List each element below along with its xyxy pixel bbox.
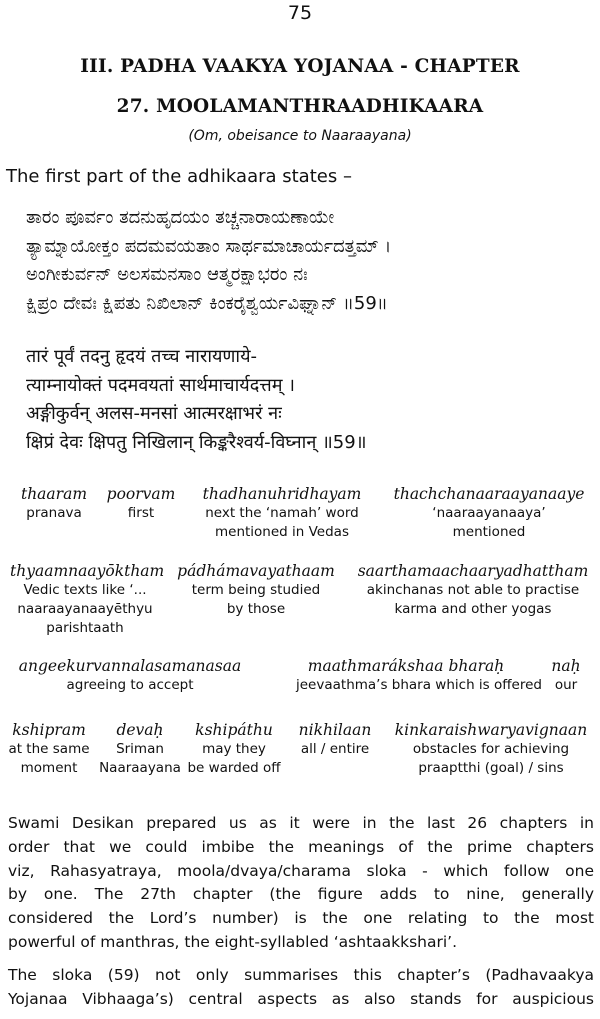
paragraph-line: powerful of manthras, the eight-syllabled ‘ashtaakkshari’.: [8, 932, 458, 951]
gloss-word: thadhanuhridhayam: [202, 485, 362, 503]
gloss-word: nikhilaan: [298, 721, 372, 739]
gloss-entry: [168, 561, 344, 619]
gloss-entry: [98, 720, 182, 778]
paragraph-line: considered the Lord’s number) is the one relating to the most: [8, 909, 594, 928]
invocation: (Om, obeisance to Naaraayana): [188, 128, 412, 144]
verse-line: ತಾರಂ ಪೂರ್ವಂ ತದನುಹೃದಯಂ ತಚ್ಚನಾರಾಯಣಾಯೇ: [26, 207, 335, 228]
gloss-word: saarthamaachaaryadhattham: [357, 562, 589, 580]
gloss-meaning: mentioned: [452, 524, 526, 540]
verse-line: क्षिप्रं देवः क्षिपतु निखिलान् किङ्करैश्वर्य-विघ्नान् ॥59॥: [26, 431, 367, 453]
gloss-entry: [296, 656, 542, 695]
gloss-word: pádhámavayathaam: [177, 562, 335, 580]
gloss-word: thaaram: [20, 485, 88, 503]
verse-devanagari: [26, 343, 367, 457]
verse-line: तारं पूर्वं तदनु हृदयं तच्च नारायणाये-: [26, 346, 258, 367]
gloss-word: thachchanaaraayanaaye: [393, 485, 585, 503]
gloss-meaning: term being studied: [191, 582, 321, 598]
gloss-word: naḥ: [551, 657, 581, 675]
verse-kannada: [26, 204, 391, 318]
gloss-entry: [384, 484, 594, 542]
gloss-word: thyaamnaayōktham: [10, 562, 165, 580]
gloss-meaning: naaraayanaayēthyu: [17, 601, 153, 617]
gloss-entry: [10, 561, 165, 638]
gloss-meaning: at the same: [8, 741, 90, 757]
gloss-word: kinkaraishwaryavignaan: [394, 721, 588, 739]
gloss-entry: [8, 656, 252, 695]
chapter-heading: III. PADHA VAAKYA YOJANAA - CHAPTER: [80, 56, 520, 77]
gloss-meaning: praaptthi (goal) / sins: [418, 760, 564, 776]
gloss-meaning: our: [554, 677, 578, 693]
gloss-meaning: Vedic texts like ‘...: [23, 582, 147, 598]
gloss-entry: [388, 720, 594, 778]
gloss-meaning: Naaraayana: [99, 760, 181, 776]
paragraph-line: order that we could imbibe the meanings of the prime chapters: [8, 837, 594, 856]
gloss-meaning: agreeing to accept: [66, 677, 194, 693]
gloss-meaning: mentioned in Vedas: [214, 524, 349, 540]
gloss-meaning: parishtaath: [46, 620, 124, 636]
intro-line: The first part of the adhikaara states –: [6, 166, 352, 187]
gloss-meaning: first: [127, 505, 155, 521]
gloss-meaning: Sriman: [116, 741, 164, 757]
gloss-entry: [352, 561, 594, 619]
gloss-meaning: all / entire: [300, 741, 370, 757]
gloss-word: kshipram: [12, 721, 86, 739]
paragraph-line: The sloka (59) not only summarises this chapter’s (Padhavaakya: [8, 966, 594, 984]
gloss-meaning: jeevaathma’s bhara which is offered: [296, 677, 542, 693]
gloss-meaning: pranava: [26, 505, 82, 521]
gloss-meaning: be warded off: [187, 760, 281, 776]
paragraph-1: [8, 812, 594, 955]
gloss-entry: [2, 720, 96, 778]
gloss-entry: [184, 720, 284, 778]
gloss-entry: [98, 484, 184, 523]
gloss-word: kshipáthu: [195, 721, 273, 739]
verse-line: अङ्गीकुर्वन् अलस-मनसां आत्मरक्षाभरं नः: [26, 403, 282, 424]
gloss-word: devaḥ: [116, 721, 164, 739]
paragraph-line: Swami Desikan prepared us as it were in the last 26 chapters in: [8, 814, 594, 832]
gloss-word: angeekurvannalasamanasaa: [18, 657, 242, 675]
gloss-meaning: ‘naaraayanaaya’: [432, 505, 546, 521]
paragraph-line: Yojanaa Vibhaaga’s) central aspects as also stands for auspicious: [8, 989, 594, 1008]
gloss-meaning: may they: [202, 741, 266, 757]
gloss-word: poorvam: [106, 485, 176, 503]
gloss-meaning: karma and other yogas: [394, 601, 552, 617]
gloss-meaning: akinchanas not able to practise: [366, 582, 580, 598]
paragraph-line: by one. The 27th chapter (the figure adds to nine, generally: [8, 885, 594, 904]
paragraph-2: [8, 964, 594, 1012]
gloss-entry: [286, 720, 384, 759]
gloss-meaning: moment: [20, 760, 78, 776]
gloss-word: maathmarákshaa bharaḥ: [307, 657, 505, 675]
verse-line: ತ್ಯಾಮ್ನಾಯೋಕ್ತಂ ಪದಮವಯತಾಂ ಸಾರ್ಥಮಾಚಾರ್ಯದತ್ತಮ್ ।: [26, 235, 392, 257]
page-number: 75: [287, 2, 313, 24]
verse-line: ಅಂಗೀಕುರ್ವನ್ ಅಲಸಮನಸಾಂ ಆತ್ಮರಕ್ಷಾಭರಂ ನಃ: [26, 264, 308, 285]
paragraph-line: viz, Rahasyatraya, moola/dvaya/charama sloka - which follow one: [8, 861, 594, 880]
gloss-meaning: by those: [226, 601, 286, 617]
gloss-entry: [14, 484, 94, 523]
verse-line: ಕ್ಷಿಪ್ರಂ ದೇವಃ ಕ್ಷಿಪತು ನಿಖಿಲಾನ್ ಕಿಂಕರೈಶ್ವರ್ಯವಿಘ್ನಾನ್ ॥59॥: [26, 292, 388, 314]
sub-heading: 27. MOOLAMANTHRAADHIKAARA: [116, 96, 484, 117]
gloss-meaning: obstacles for achieving: [412, 741, 570, 757]
verse-line: त्याम्नायोक्तं पदमवयतां सार्थमाचार्यदत्तम् ।: [26, 374, 296, 396]
gloss-entry: [540, 656, 592, 695]
gloss-entry: [192, 484, 372, 542]
gloss-meaning: next the ‘namah’ word: [205, 505, 359, 521]
